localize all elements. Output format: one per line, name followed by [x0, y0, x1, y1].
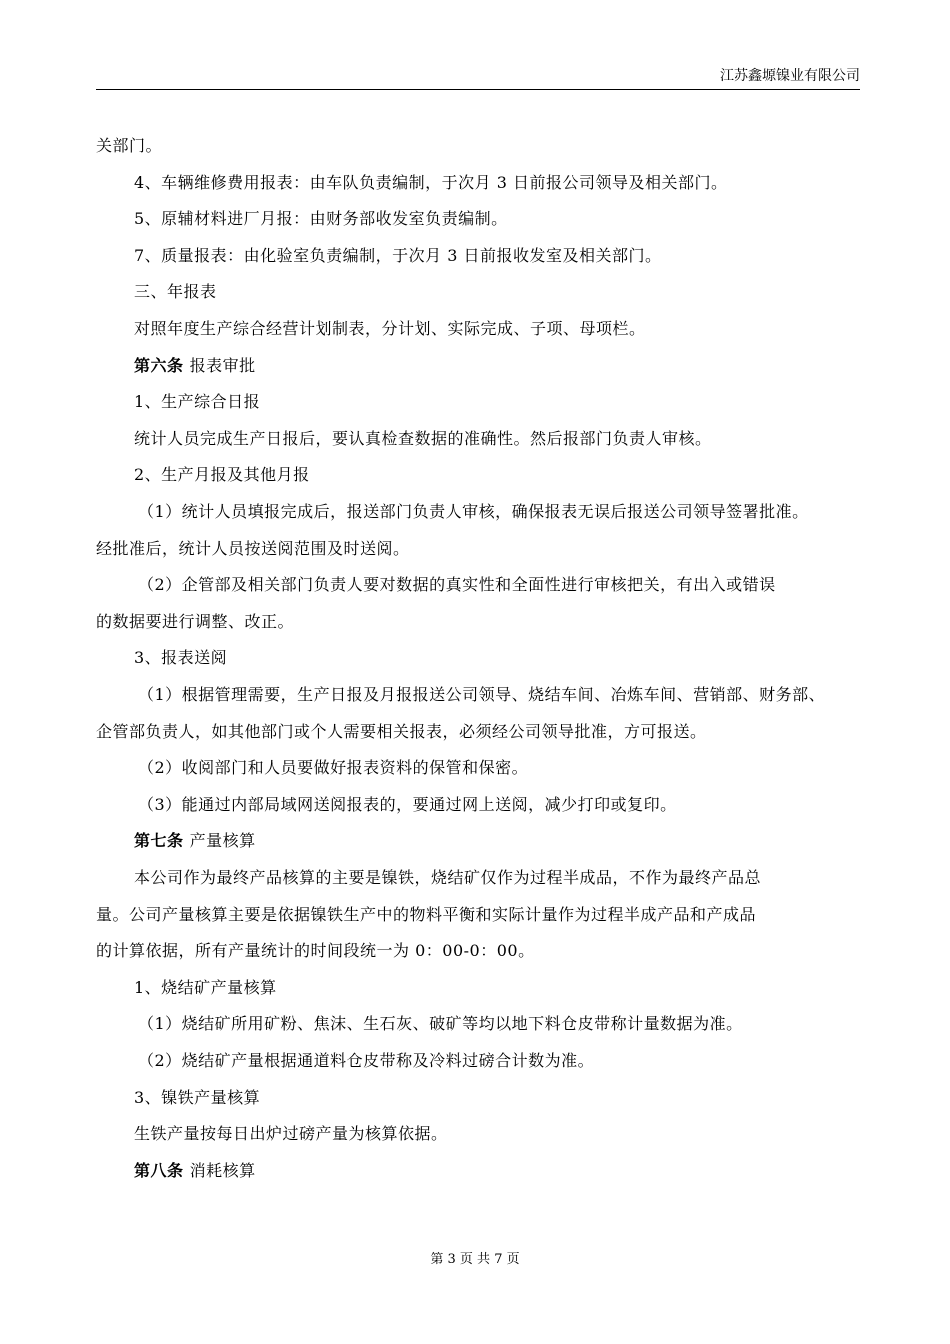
text-line: 生铁产量按每日出炉过磅产量为核算依据。	[134, 1124, 448, 1144]
text-line: （3）能通过内部局域网送阅报表的，要通过网上送阅，减少打印或复印。	[138, 794, 677, 814]
text-line: 1、生产综合日报	[134, 392, 261, 412]
text-line: 三、年报表	[134, 282, 217, 302]
text-line: 对照年度生产综合经营计划制表，分计划、实际完成、子项、母项栏。	[134, 319, 646, 338]
company-name: 江苏鑫塬镍业有限公司	[720, 68, 860, 84]
text-line: 统计人员完成生产日报后，要认真检查数据的准确性。然后报部门负责人审核。	[134, 428, 712, 448]
text-line: 本公司作为最终产品核算的主要是镍铁，烧结矿仅作为过程半成品，不作为最终产品总	[134, 868, 762, 887]
text-line: （2）企管部及相关部门负责人要对数据的真实性和全面性进行审核把关，有出入或错误	[138, 575, 776, 595]
text-line: （2）收阅部门和人员要做好报表资料的保管和保密。	[138, 758, 529, 778]
text-line	[134, 831, 256, 851]
text-line: 关部门。	[96, 136, 163, 155]
text-line: 5、原辅材料进厂月报：由财务部收发室负责编制。	[134, 209, 508, 229]
text-line: 企管部负责人，如其他部门或个人需要相关报表，必须经公司领导批准，方可报送。	[96, 721, 707, 741]
article-title: 报表审批	[189, 355, 256, 375]
text-line: 3、镍铁产量核算	[134, 1087, 261, 1107]
text-line: 7、质量报表：由化验室负责编制，于次月 3 日前报收发室及相关部门。	[134, 245, 662, 265]
text-line	[134, 356, 256, 376]
article-title: 产量核算	[189, 831, 256, 851]
text-line: 量。公司产量核算主要是依据镍铁生产中的物料平衡和实际计量作为过程半成产品和产成品	[96, 904, 757, 924]
text-line: 1、烧结矿产量核算	[134, 977, 277, 997]
text-line: 2、生产月报及其他月报	[134, 465, 310, 485]
article-title: 消耗核算	[189, 1160, 256, 1180]
article-number: 第七条	[134, 831, 190, 851]
text-line: （2）烧结矿产量根据通道料仓皮带称及冷料过磅合计数为准。	[138, 1051, 595, 1070]
text-line: 4、车辆维修费用报表：由车队负责编制，于次月 3 日前报公司领导及相关部门。	[134, 172, 728, 192]
text-line	[134, 1161, 256, 1181]
article-number: 第八条	[134, 1160, 190, 1180]
text-line: 经批准后，统计人员按送阅范围及时送阅。	[96, 538, 410, 558]
text-line: （1）统计人员填报完成后，报送部门负责人审核，确保报表无误后报送公司领导签署批准。	[138, 502, 809, 521]
article-number: 第六条	[134, 355, 190, 375]
text-line: 的数据要进行调整、改正。	[96, 611, 295, 631]
page-number: 第 3 页 共 7 页	[430, 1252, 520, 1267]
text-line: 3、报表送阅	[134, 648, 228, 668]
text-line: （1）烧结矿所用矿粉、焦沫、生石灰、破矿等均以地下料仓皮带称计量数据为准。	[138, 1014, 743, 1034]
page-header	[96, 64, 860, 90]
text-line: 的计算依据，所有产量统计的时间段统一为 0：00-0：00。	[96, 941, 535, 961]
text-line: （1）根据管理需要，生产日报及月报报送公司领导、烧结车间、冶炼车间、营销部、财务部、	[138, 685, 826, 704]
